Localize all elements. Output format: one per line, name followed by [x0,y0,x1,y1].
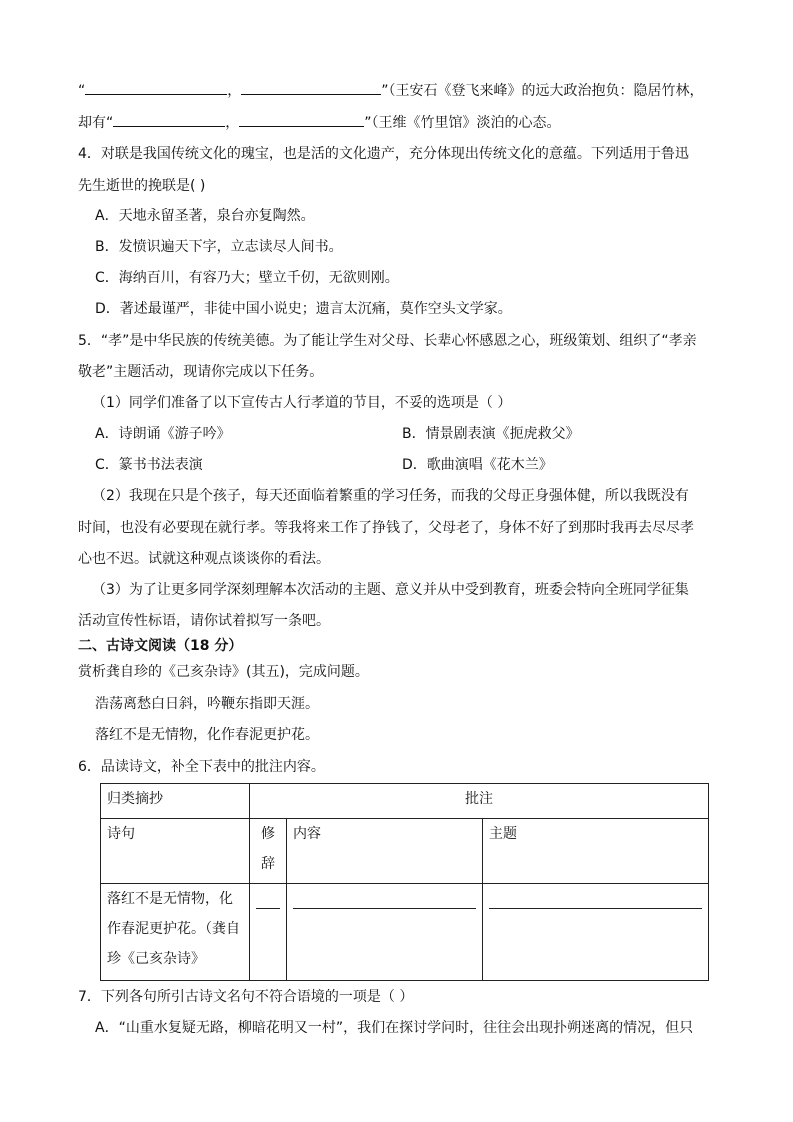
q5-option-a[interactable]: A．诗朗诵《游子吟》 [95,426,231,442]
q5-stem: 5．“孝”是中华民族的传统美德。为了能让学生对父母、长辈心怀感恩之心，班级策划、组织了“孝亲 [78,333,697,349]
q4-option-a[interactable]: A．天地永留圣著，泉台亦复陶然。 [95,208,315,224]
answer-blank[interactable] [239,112,364,127]
q5-part2-cont: 时间，也没有必要现在就行孝。等我将来工作了挣钱了，父母老了，身体不好了到那时我再去尽尽孝 [78,520,694,536]
q6-stem: 6．品读诗文，补全下表中的批注内容。 [78,759,325,775]
header-content: 内容 [287,819,483,884]
verse-line: 珍《己亥杂诗》 [107,951,205,967]
verse-line: 落红不是无情物，化 [107,891,233,907]
header-annotation: 批注 [250,784,709,819]
section-heading: 二、古诗文阅读（18 分） [78,638,243,654]
q5-part2: （2）我现在只是个孩子，每天还面临着繁重的学习任务，而我的父母正身强体健，所以我既没有 [92,488,689,504]
q5-option-c[interactable]: C．篆书书法表演 [95,457,203,473]
q5-part3: （3）为了让更多同学深刻理解本次活动的主题、意义并从中受到教育，班委会特向全班同学征集 [92,582,689,598]
fill-in-line-2 [78,112,718,133]
verse-line: 作春泥更护花。（龚自 [107,921,240,937]
comma: ， [227,83,242,99]
poem-line-1: 浩荡离愁白日斜，吟鞭东指即天涯。 [95,696,319,712]
q7-stem: 7．下列各句所引古诗文名句不符合语境的一项是（ ） [78,989,414,1005]
q5-stem-cont: 敬老”主题活动，现请你完成以下任务。 [78,364,324,380]
header-rhetoric-char: 辞 [261,856,275,872]
source-note: ”（王维《竹里馆》淡泊的心态。 [364,115,561,131]
q5-part1: （1）同学们准备了以下宣传古人行孝道的节目，不妥的选项是（ ） [92,395,512,411]
q5-option-b[interactable]: B．情景剧表演《扼虎救父》 [402,426,580,442]
header-verse: 诗句 [101,819,250,884]
q5-part2-cont: 心也不迟。试就这种观点谈谈你的看法。 [78,551,330,567]
q5-option-d[interactable]: D．歌曲演唱《花木兰》 [402,457,553,473]
q4-option-b[interactable]: B．发愤识遍天下字，立志读尽人间书。 [95,239,343,255]
verse-cell [101,884,250,981]
answer-blank[interactable] [293,908,476,909]
answer-blank[interactable] [113,112,225,127]
open-quote: “ [78,83,86,99]
line-prefix: 却有“ [78,115,114,131]
content-answer-cell[interactable] [287,884,483,981]
header-rhetoric [250,819,287,884]
comma: ， [225,115,240,131]
fill-in-line-1 [78,80,718,101]
header-rhetoric-char: 修 [261,826,275,842]
header-theme: 主题 [483,819,709,884]
annotation-table [100,783,709,981]
poem-intro: 赏析龚自珍的《己亥杂诗》(其五)，完成问题。 [78,664,369,680]
theme-answer-cell[interactable] [483,884,709,981]
q5-part3-cont: 活动宣传性标语，请你试着拟写一条吧。 [78,613,330,629]
source-note: ”（王安石《登飞来峰》的远大政治抱负：隐居竹林， [381,83,704,99]
rhetoric-answer-cell[interactable] [250,884,287,981]
poem-line-2: 落红不是无情物，化作春泥更护花。 [95,727,319,743]
answer-blank[interactable] [85,80,227,95]
q4-option-d[interactable]: D．著述最谨严，非徒中国小说史；遗言太沉痛，莫作空头文学家。 [95,301,512,317]
q4-stem-cont: 先生逝世的挽联是( ) [78,178,206,194]
answer-blank[interactable] [256,908,280,909]
answer-blank[interactable] [241,80,381,95]
answer-blank[interactable] [489,908,702,909]
header-category: 归类摘抄 [101,784,250,819]
q4-option-c[interactable]: C．海纳百川，有容乃大；壁立千仞，无欲则刚。 [95,270,399,286]
q7-option-a[interactable]: A．“山重水复疑无路，柳暗花明又一村”，我们在探讨学问时，往往会出现扑朔迷离的情况，但只 [95,1020,694,1036]
q4-stem: 4．对联是我国传统文化的瑰宝，也是活的文化遗产，充分体现出传统文化的意蕴。下列适用于鲁迅 [78,146,689,162]
